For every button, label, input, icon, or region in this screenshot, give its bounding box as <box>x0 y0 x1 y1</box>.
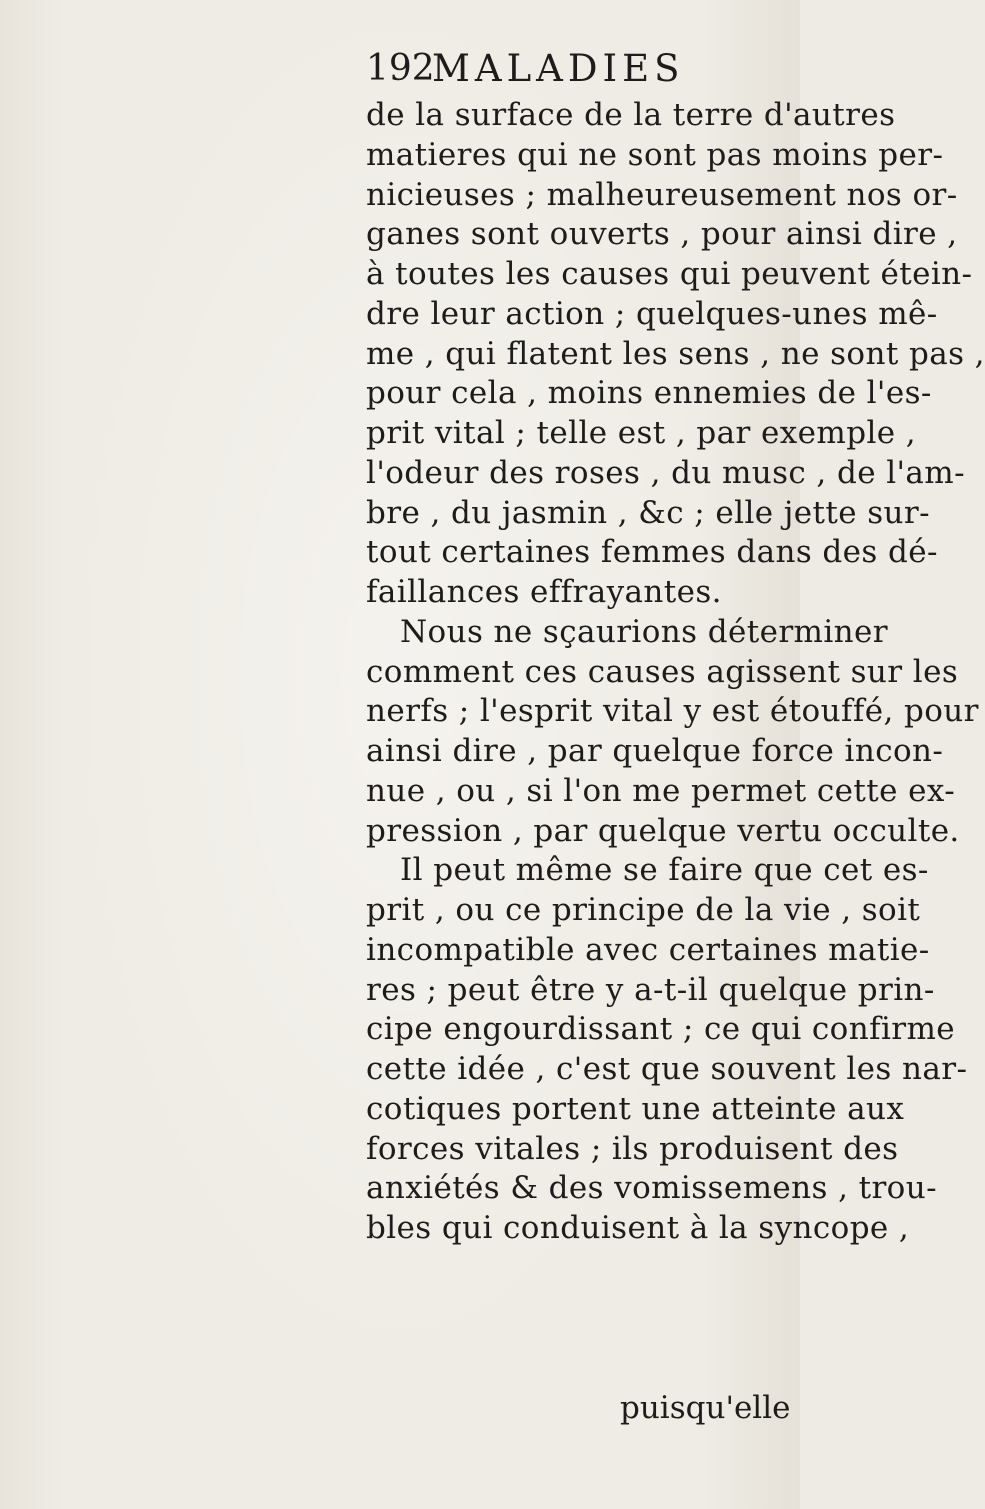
text-line: me , qui flatent les sens , ne sont pas , <box>366 335 985 372</box>
running-head: MALADIES <box>432 47 685 90</box>
text-line: tout certaines femmes dans des dé- <box>366 534 938 571</box>
text-line: cipe engourdissant ; ce qui confirme <box>366 1011 956 1048</box>
paragraph-start-line: Il peut même se faire que cet es- <box>400 852 929 889</box>
text-line: nicieuses ; malheureusement nos or- <box>366 176 958 213</box>
text-line: à toutes les causes qui peuvent étein- <box>366 256 973 292</box>
text-line: forces vitales ; ils produisent des <box>366 1130 899 1167</box>
catchword: puisqu'elle <box>620 1390 791 1426</box>
text-line: pression , par quelque vertu occulte. <box>366 812 960 849</box>
text-line: ainsi dire , par quelque force incon- <box>366 733 944 769</box>
text-line: prit , ou ce principe de la vie , soit <box>366 892 921 928</box>
text-line: comment ces causes agissent sur les <box>366 653 959 690</box>
text-line: ganes sont ouverts , pour ainsi dire , <box>366 216 958 253</box>
text-line: dre leur action ; quelques-unes mê- <box>366 295 938 332</box>
text-line: nue , ou , si l'on me permet cette ex- <box>366 772 956 809</box>
text-line: faillances effrayantes. <box>366 574 722 610</box>
paragraph-start-line: Nous ne sçaurions déterminer <box>400 613 888 650</box>
text-line: cette idée , c'est que souvent les nar- <box>366 1051 968 1087</box>
text-line: bre , du jasmin , &c ; elle jette sur- <box>366 494 930 531</box>
text-line: incompatible avec certaines matie- <box>366 931 930 968</box>
text-line: cotiques portent une atteinte aux <box>366 1090 905 1127</box>
text-line: prit vital ; telle est , par exemple , <box>366 415 917 451</box>
text-line: de la surface de la terre d'autres <box>366 97 896 133</box>
text-line: matieres qui ne sont pas moins per- <box>366 136 944 173</box>
body-text <box>366 96 985 1249</box>
text-line: pour cela , moins ennemies de l'es- <box>366 375 932 412</box>
text-line: l'odeur des roses , du musc , de l'am- <box>366 454 965 491</box>
text-line: bles qui conduisent à la syncope , <box>366 1210 910 1246</box>
text-line: res ; peut être y a-t-il quelque prin- <box>366 971 935 1008</box>
page-number: 192 <box>366 48 435 89</box>
text-line: anxiétés & des vomissemens , trou- <box>366 1170 937 1207</box>
text-line: nerfs ; l'esprit vital y est étouffé, pour <box>366 693 979 730</box>
